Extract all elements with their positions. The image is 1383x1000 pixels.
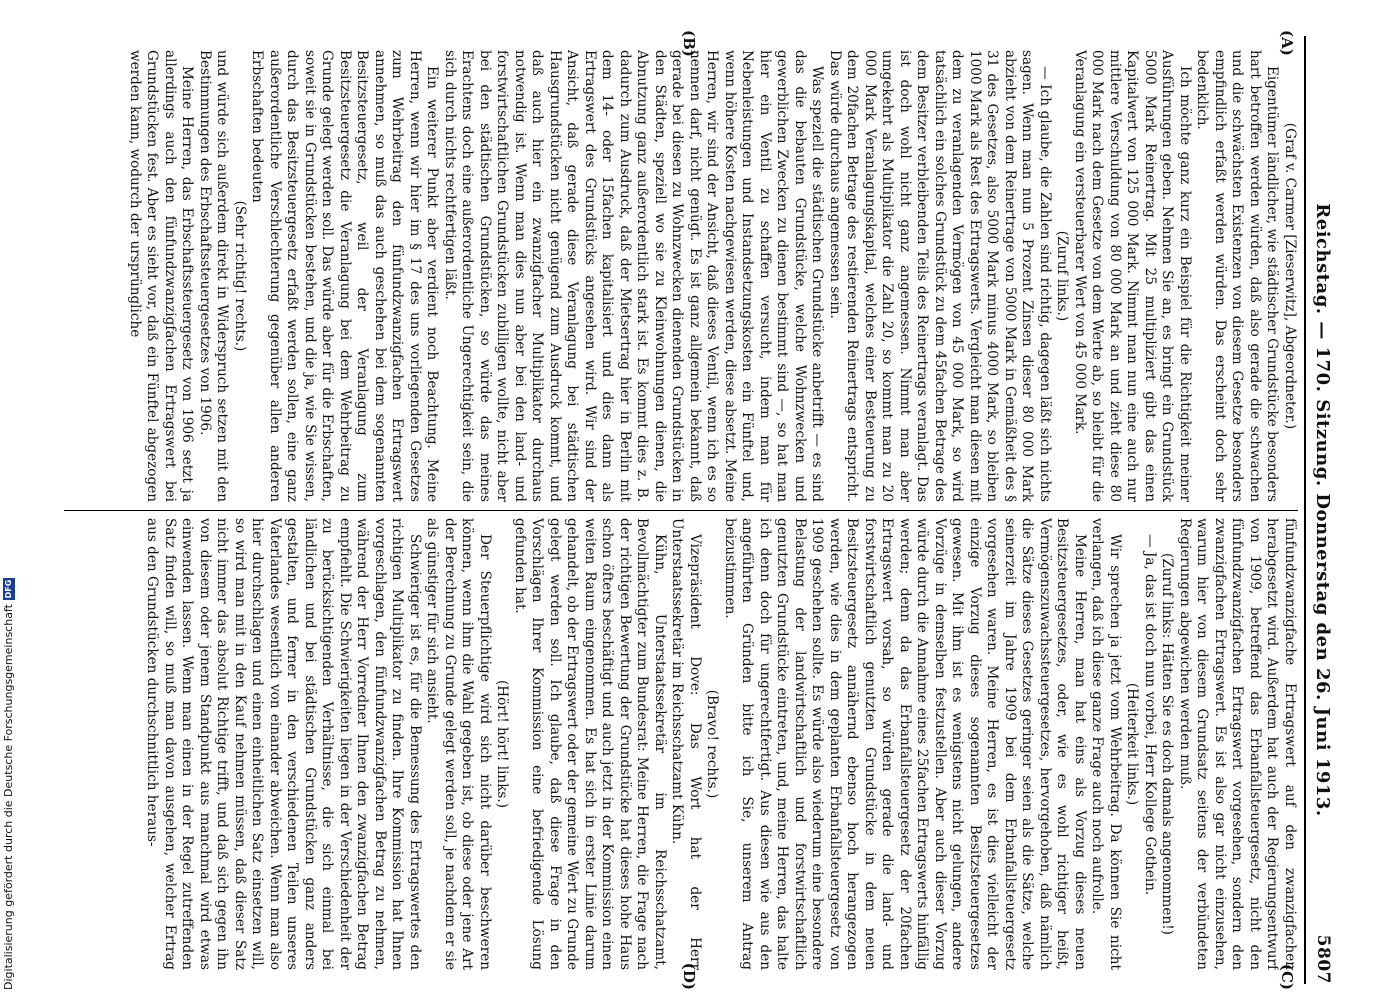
dfg-logo: DFG	[3, 579, 13, 599]
page-header	[1304, 36, 1340, 984]
document-page	[50, 30, 1340, 990]
interjection: (Zuruf links.)	[1054, 230, 1071, 322]
margin-marker-a: (A)	[1278, 30, 1296, 56]
paragraph: und würde sich außerdem direkt in Widerspruch setzen mit den Bestimmungen des Erbschaftssteuergesetzes von 1906.	[197, 50, 231, 502]
interjection: (Sehr richtig! rechts.)	[232, 200, 248, 352]
page-number: 5807	[1313, 934, 1333, 984]
digitization-credit	[2, 578, 15, 990]
column-divider	[64, 510, 1298, 511]
margin-marker-d: (D)	[680, 962, 698, 990]
left-column	[50, 50, 1298, 502]
paragraph: Kühn, Unterstaatssekretär im Reichsschatzamt, Bevollmächtigter zum Bundesrat: Meine Herren, die Frage nach der richtigen Bewertung der Grundstücke hat dieses hohe Haus schon öfters beschäftigt und auch jetzt in der Kommission einen weiten Raum eingenommen. Es hat sich in erster Linie darum gehandelt, ob der Ertragswert oder der gemeine Wert zu Grunde gelegt werden soll. Ich glaube, daß diese Frage in den Vorschlägen Ihrer Kommission eine befriedigende Lösung gefunden hat.	[512, 518, 668, 970]
interjection: (Heiterkeit links.)	[1124, 682, 1141, 806]
speaker-line: (Graf v. Carmer [Zieserwitz], Abgeordneter.)	[1282, 122, 1298, 430]
paragraph: Meine Herren, man hat eins als Vorzug dieses neuen Besitzsteuergesetzes, oder, wie es wohl richtiger heißt, Vermögenszuwachssteuergesetzes, hervorgehoben, daß nämlich die Sätze dieses Gesetzes geringer seien als die Sätze, welche seinerzeit im Jahre 1909 bei dem Erbanfallsteuergesetz vorgesehen waren. Meine Herren, es ist dies vielleicht der einzige Vorzug dieses sogenannten Besitzsteuergesetzes gewesen. Mit ihm ist es wenigstens nicht gelungen, andere Vorzüge in demselben festzustellen. Aber auch dieser Vorzug würde durch die Annahme eines 25fachen Ertragswerts hinfällig werden; denn da das Erbanfallsteuergesetz der 20fachen Ertragswert vorsah, so würden gerade die land- und forstwirtschaftlich genutzten Grundstücke in dem neuen Besitzsteuergesetz annähernd ebenso hoch herangezogen werden, wie dies in dem geplanten Erbanfallsteuergesetz von 1909 geschehen sollte. Es würde also wiederum eine besondere Belastung der landwirtschaftlich und forstwirtschaftlich genutzten Grundstücke eintreten, und, meine Herren, das halte ich denn doch für ungerechtfertigt. Aus diesen wie aus den angeführten Gründen bitte ich Sie, unserem Antrag beizustimmen.	[722, 518, 1088, 970]
paragraph: fünfundzwanzigfache Ertragswert auf den zwanzigfachen herabgesetzt wird. Außerdem hat auch der Regierungsentwurf von 1909, betreffend das Erbanfallsteuergesetz, nicht den fünfundzwanzigfachen Ertragswert vorgesehen, sondern den zwanzigfachen Ertragswert. Es ist also gar nicht einzusehen, warum hier von diesem Grundsatz seitens der verbündeten Regierungen abgewichen werden muß.	[1177, 518, 1298, 970]
paragraph: — Ja, das ist doch nun vorbei, Herr Kollege Gothein.	[1142, 534, 1158, 896]
paragraph: Ich möchte ganz kurz ein Beispiel für die Richtigkeit meiner Ausführungen geben. Nehmen Sie an, es bringt ein Grundstück 5000 Mark Reinertrag. Mit 25 multipliziert gibt das einen Kapitalwert von 125 000 Mark. Nimmt man nun eine auch nur mittlere Verschuldung von 80 000 Mark an und zieht diese 80 000 Mark nach dem Gesetze von dem Werte ab, so bleibt für die Veranlagung ein versteuerbarer Wert von 45 000 Mark.	[1072, 50, 1193, 502]
margin-marker-c: (C)	[1278, 963, 1296, 990]
right-column	[50, 518, 1298, 970]
interjection: (Hört! hört! links.)	[494, 679, 511, 809]
paragraph: Schwieriger ist es, für die Bemessung des Ertragswertes den richtigen Multiplikator zu finden. Ihre Kommission hat Ihnen vorgeschlagen, den fünfundzwanzigfachen Betrag zu nehmen, während der Herr Vorredner Ihnen den zwanzigfachen Betrag empfiehlt. Die Schwierigkeiten liegen in der Verschiedenheit der zu berücksichtigenden Verhältnisse, die sich einmal bei ländlichen und bei städtischen Grundstücken ganz anders gestalten, und ferner in den verschiedenen Teilen unseres Vaterlandes wesentlich von einander abweichen. Wenn man also hier durchschlagen und einen einheitlichen Satz einsetzen will, so wird man mit in den Kauf nehmen müssen, daß dieser Satz nicht immer das absolut Richtige trifft, und daß sich gegen ihn von diesem oder jenem Standpunkt aus manchmal wird etwas einwenden lassen. Wenn man einen in der Regel zutreffenden Satz finden will, so muß man davon ausgehen, welcher Ertrag aus den Grundstücken durchschnittlich heraus-	[144, 518, 423, 970]
paragraph: Meine Herren, das Erbschaftssteuergesetz von 1906 setzt ja allerdings auch den fünfundzwanzigfachen Ertragswert bei Grundstücken fest. Aber es sieht vor, daß ein Fünftel abgezogen werden kann, wodurch der ursprüngliche	[127, 50, 196, 502]
paragraph: Eigentümer ländlicher, wie städtischer Grundstücke besonders hart betroffen werden würden, daß also gerade die schwachen und die schwächsten Existenzen von diesem Gesetze besonders empfindlich erfaßt werden würden. Das erscheint doch sehr bedenklich.	[1194, 50, 1281, 502]
paragraph: Der Steuerpflichtige wird sich nicht darüber beschweren können, wenn ihm die Wahl gegeben ist, ob diese oder jene Art der Berechnung zu Grunde gelegt werden soll, je nachdem er sie als günstiger für sich ansieht.	[424, 518, 493, 970]
paragraph: Wir sprechen ja jetzt vom Wehrbeitrag. Da können Sie nicht verlangen, daß ich diese ganze Frage auch noch aufrolle.	[1089, 518, 1123, 970]
text-columns	[50, 30, 1298, 990]
interjection: (Zuruf links: Hätten Sie es doch damals angenommen!)	[1159, 553, 1176, 935]
paragraph: Was speziell die städtischen Grundstücke anbetrifft — es sind das die bebauten Grundstücke, welche Wohnzwecken und gewerblichen Zwecken zu dienen bestimmt sind —, so hat man hier ein Ventil zu schaffen versucht, indem man für Nebenleistungen und Instandsetzungskosten ein Fünftel und, wenn höhere Kosten nachgewiesen werden, diese absetzt. Meine Herren, wir sind der Ansicht, daß dieses Ventil, wenn ich es so nennen darf, nicht genügt. Es ist ganz allgemein bekannt, daß gerade bei diesen zu Wohnzwecken dienenden Grundstücken in den Städten, speziell wo sie zu Kleinwohnungen dienen, die Abnutzung ganz außerordentlich stark ist. Es kommt dies z. B. dadurch zum Ausdruck, daß der Mietsertrag hier in Berlin mit dem 14- oder 15fachen kapitalisiert und dies dann als Ertragswert des Grundstücks angesehen wird. Wir sind der Ansicht, daß gerade diese Veranlagung bei städtischen Hausgrundstücken nicht genügend zum Ausdruck kommt, und daß auch hier ein zwanzigfacher Multiplikator durchaus notwendig ist. Wenn man dies nun aber bei den land- und forstwirtschaftlichen Grundstücken zubilligen wollte, nicht aber bei den städtischen Grundstücken, so würde das meines Erachtens doch eine außerordentliche Ungerechtigkeit sein, die sich durch nichts rechtfertigen läßt.	[442, 50, 826, 502]
page-header-title: Reichstag. — 170. Sitzung. Donnerstag den 26. Juni 1913.	[1312, 203, 1334, 817]
margin-marker-b: (B)	[680, 30, 698, 57]
paragraph: Ein weiterer Punkt aber verdient noch Beachtung. Meine Herren, wenn wir hier im § 17 des uns vorliegenden Gesetzes zum Wehrbeitrag den fünfundzwanzigfachen Ertragswert annehmen, so muß das auch geschehen bei dem sogenannten Besitzsteuergesetz, weil der Veranlagung zum Besitzsteuergesetz die Veranlagung bei dem Wehrbeitrag zu Grunde gelegt werden soll. Das würde aber für die Erbschaften, soweit sie in Grundstücken bestehen, und die ja, wie Sie wissen, durch das Besitzsteuergesetz erfaßt werden sollen, eine ganz außerordentliche Verschlechterung gegenüber allen anderen Erbschaften bedeuten	[249, 50, 441, 502]
paragraph: — Ich glaube, die Zahlen sind richtig, dagegen läßt sich nichts sagen. Wenn man nun 5 Prozent Zinsen dieser 80 000 Mark abzieht von dem Reinertrage von 5000 Mark in Gemäßheit des § 31 des Gesetzes, also 5000 Mark minus 4000 Mark, so bleiben 1000 Mark als Rest des Ertragswerts. Vergleicht man diesen mit dem zu veranlagenden Vermögen von 45 000 Mark, so wird tatsächlich ein solches Grundstück zu dem 45fachen Betrage des dem Besitzer verbleibenden Teils des Reinertrags veranlagt. Das ist doch wohl nicht ganz angemessen. Nimmt man aber umgekehrt als Multiplikator die Zahl 20, so kommt man zu 20 000 Mark Veranlagungskapital, welches einer Besteuerung zu dem 20fachen Betrage des restierenden Reinertrags entspricht. Das würde durchaus angemessen sein.	[827, 50, 1053, 502]
interjection: (Bravo! rechts.)	[704, 689, 721, 799]
paragraph: Vizepräsident Dove: Das Wort hat der Herr Unterstaatssekretär im Reichsschatzamt Kühn.	[669, 518, 703, 970]
credit-text: Digitalisierung gefördert durch die Deutsche Forschungsgemeinschaft	[2, 604, 15, 990]
